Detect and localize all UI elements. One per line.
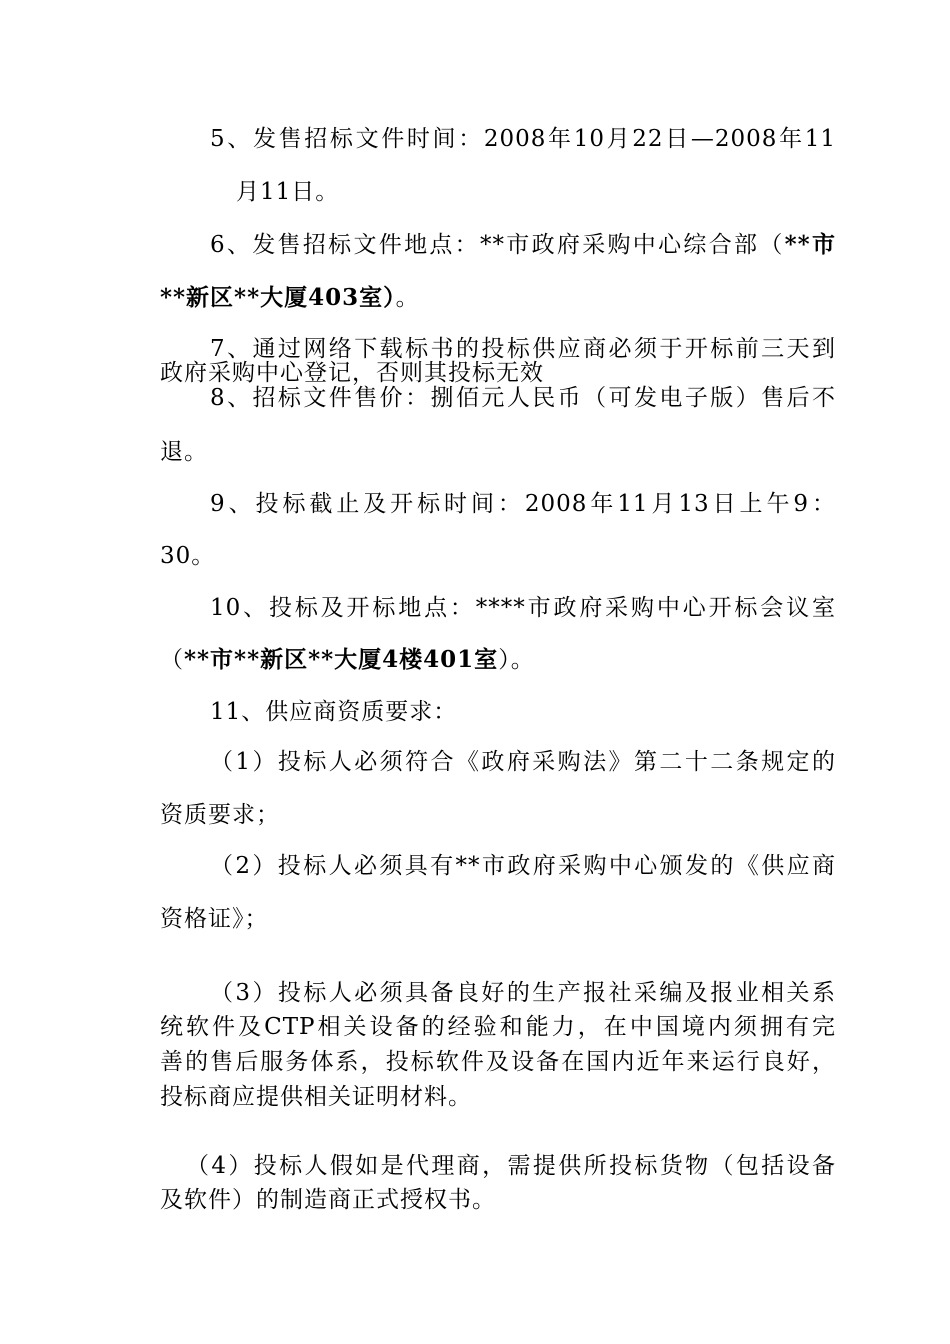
item-5-line-2: 月11日。 [236,179,340,205]
item-8-line-2: 退。 [160,439,208,465]
item-10-line-2: （**市**新区**大厦4楼401室）。 [160,646,535,673]
item-7-line-2: 政府采购中心登记，否则其投标无效 [160,360,544,386]
item-5-line-1: 5、发售招标文件时间：2008年10月22日—2008年11 [210,126,836,152]
item-10-line-1: 10、投标及开标地点：****市政府采购中心开标会议室 [210,595,836,621]
req-2-line-2: 资格证》； [160,906,269,932]
req-2-line-1: （2）投标人必须具有**市政府采购中心颁发的《供应商 [210,853,836,879]
item-7-line-1: 7、通过网络下载标书的投标供应商必须于开标前三天到 [210,336,836,362]
req-3-line-2: 统软件及CTP相关设备的经验和能力，在中国境内须拥有完 [160,1014,836,1040]
req-4-line-2: 及软件）的制造商正式授权书。 [160,1187,496,1213]
req-4-line-1: （4）投标人假如是代理商，需提供所投标货物（包括设备 [186,1153,836,1179]
req-3-line-4: 投标商应提供相关证明材料。 [160,1084,472,1110]
req-3-line-3: 善的售后服务体系，投标软件及设备在国内近年来运行良好， [160,1049,836,1075]
item-6-line-2: **新区**大厦403室）。 [160,284,420,311]
item-11-heading: 11、供应商资质要求： [210,699,458,725]
item-9-line-2: 30。 [160,543,216,569]
item-6-line-1: 6、发售招标文件地点：**市政府采购中心综合部（**市 [210,231,837,258]
req-1-line-2: 资质要求； [160,802,280,828]
item-9-line-1: 9、投标截止及开标时间：2008年11月13日上午9： [210,491,836,517]
req-3-line-1: （3）投标人必须具备良好的生产报社采编及报业相关系 [210,980,836,1006]
req-1-line-1: （1）投标人必须符合《政府采购法》第二十二条规定的 [210,749,836,775]
item-8-line-1: 8、招标文件售价：捌佰元人民币（可发电子版）售后不 [210,385,836,411]
